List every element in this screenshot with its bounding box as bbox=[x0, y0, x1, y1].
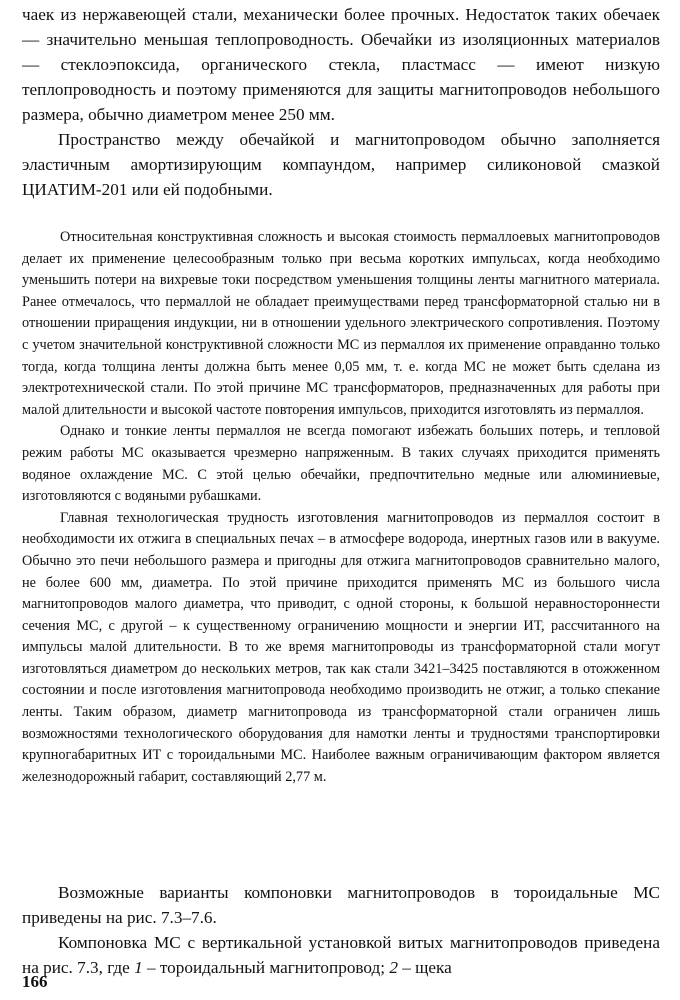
bottom-text-section bbox=[22, 880, 660, 980]
text-fragment: – тороидальный магнитопровод; bbox=[142, 958, 390, 977]
paragraph-permalloy-complexity: Относительная конструктивная сложность и высокая стоимость пермаллоевых магнитопроводов делает их применение целесообразным только при весьма коротких импульсах, когда необходимо уменьшить потери на вихревые токи посредством уменьшения толщины ленты магнитного материала. Ранее отмечалось, что пермаллой не обладает преимуществами перед трансформаторной сталью ни в отношении приращения индукции, ни в отношении удельного электрического сопротивления. Поэтому с учетом значительной конструктивной сложности МС из пермаллоя их применение оправданно только тогда, когда толщина ленты должна быть менее 0,05 мм, т. е. когда МС не может быть сделана из электротехнической стали. По этой причине МС трансформаторов, предназначенных для работы при малой длительности и высокой частоте повторения импульсов, приходится изготовлять из пермаллоя. bbox=[22, 229, 660, 418]
text-fragment: Компоновка МС с вертикальной установкой витых магнитопроводов приведена на рис. 7.3, где bbox=[22, 933, 660, 977]
figure-ref-1: 1 bbox=[134, 958, 143, 977]
paragraph-water-cooling: Однако и тонкие ленты пермаллоя не всегда помогают избежать больших потерь, и тепловой режим работы МС оказывается чрезмерно напряженным. В таких случаях приходится применять водяное охлаждение МС. С этой целью обечайки, предпочтительно медные или алюминиевые, изготовляются с водяными рубашками. bbox=[22, 423, 660, 505]
paragraph-vertical-layout bbox=[22, 930, 660, 980]
figure-ref-2: 2 bbox=[389, 958, 398, 977]
top-text-section bbox=[22, 2, 660, 202]
paragraph-obechaiki-continuation: чаек из нержавеющей стали, механически более прочных. Недостаток таких обечаек — значительно меньшая теплопроводность. Обечайки из изоляционных материалов — стеклоэпоксида, органического стекла, пластмасс — имеют низкую теплопроводность и поэтому применяются для защиты магнитопроводов небольшого размера, обычно диаметром менее 250 мм. bbox=[22, 5, 660, 124]
text-fragment: – щека bbox=[397, 958, 452, 977]
paragraph-compound-filling: Пространство между обечайкой и магнитопроводом обычно заполняется эластичным амортизирующим компаундом, например силиконовой смазкой ЦИАТИМ-201 или ей подобными. bbox=[22, 130, 660, 199]
paragraph-layout-variants: Возможные варианты компоновки магнитопроводов в тороидальные МС приведены на рис. 7.3–7.6. bbox=[22, 883, 660, 927]
small-print-section bbox=[22, 227, 660, 788]
paragraph-annealing-difficulty: Главная технологическая трудность изготовления магнитопроводов из пермаллоя состоит в необходимости их отжига в специальных печах – в атмосфере водорода, инертных газов или в вакууме. Обычно это печи небольшого размера и пригодны для отжига магнитопроводов сравнительно малого, не более 600 мм, диаметра. По этой причине приходится применять МС из большого числа магнитопроводов малого диаметра, что приводит, с одной стороны, к большой неравностороннести сечения МС, с другой – к существенному ограничению мощности и энергии ИТ, рассчитанного на импульсы малой длительности. В то же время магнитопроводы из трансформаторной стали могут изготовляться диаметром до нескольких метров, так как стали 3421–3425 поставляются в отожженном состоянии и после изготовления магнитопровода необходимо производить не отжиг, а только спекание ленты. Таким образом, диаметр магнитопровода из трансформаторной стали ограничен лишь возможностями технологического оборудования для намотки ленты и трудностями транспортировки крупногабаритных ИТ с тороидальными МС. Наиболее важным ограничивающим фактором является железнодорожный габарит, составляющий 2,77 м. bbox=[22, 509, 660, 785]
page-number: 166 bbox=[22, 972, 48, 991]
